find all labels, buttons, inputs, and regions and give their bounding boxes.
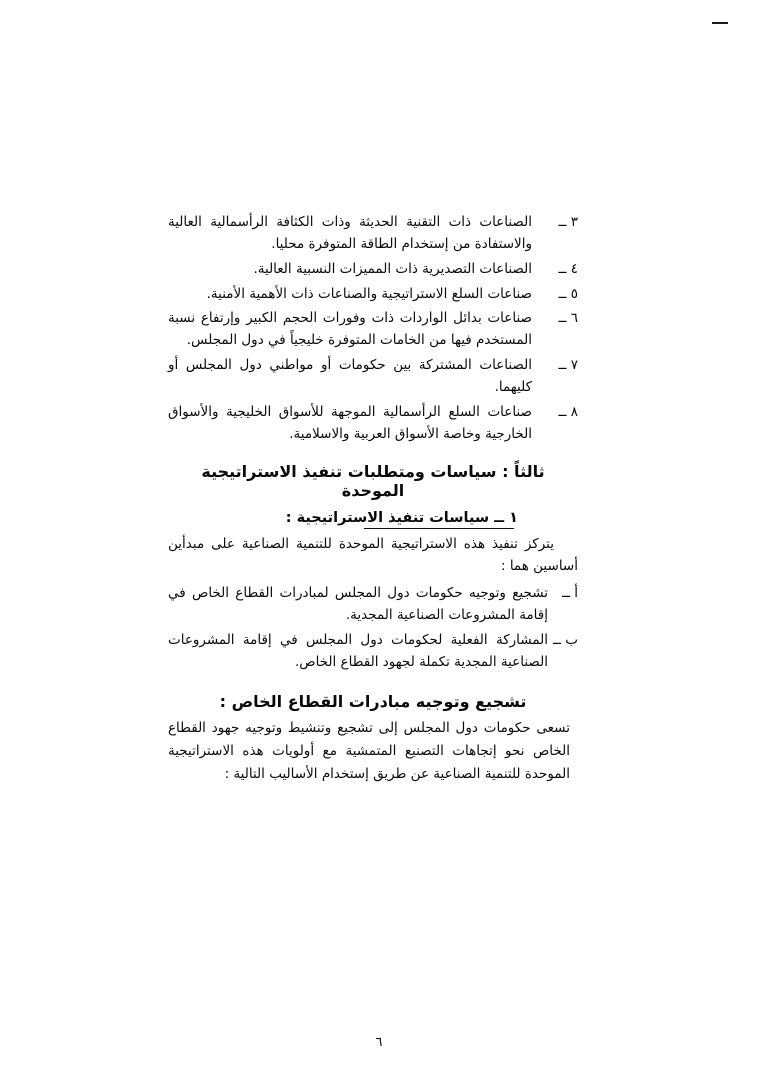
list-item-number: ٤ ــ — [558, 260, 578, 277]
list-item — [168, 212, 578, 256]
list-item — [168, 355, 578, 399]
list-item-letter: ب ــ — [553, 631, 578, 648]
closing-paragraph: تسعى حكومات دول المجلس إلى تشجيع وتنشيط وتوجيه جهود القطاع الخاص نحو إتجاهات التصنيع المتمشية مع أولويات هذه الاستراتيجية الموحدة للتنمية الصناعية عن طريق إستخدام الأساليب التالية : — [168, 719, 570, 782]
list-item-text: الصناعات المشتركة بين حكومات أو مواطني دول المجلس أو كليهما. — [168, 357, 532, 396]
list-item — [168, 308, 578, 352]
list-item — [168, 402, 578, 446]
list-item — [168, 629, 578, 674]
list-item-letter: أ ــ — [562, 584, 578, 601]
list-item — [168, 259, 578, 281]
section-heading-third: ثالثاً : سياسات ومتطلبات تنفيذ الاستراتيجية الموحدة — [201, 461, 545, 500]
page-number: ٦ — [375, 1035, 383, 1050]
corner-dash-icon — [712, 22, 728, 24]
list-item-text: صناعات بدائل الواردات ذات وفورات الحجم الكبير وإرتفاع نسبة المستخدم فيها من الخامات المتوفرة خليجياً في دول المجلس. — [168, 310, 532, 349]
list-item-text: صناعات السلع الرأسمالية الموجهة للأسواق الخليجية والأسواق الخارجية وخاصة الأسواق العربية والاسلامية. — [168, 403, 532, 442]
list-item-number: ٣ ــ — [558, 214, 578, 230]
list-item-text: صناعات السلع الاستراتيجية والصناعات ذات الأهمية الأمنية. — [206, 285, 532, 302]
list-item — [168, 582, 578, 627]
intro-paragraph: يتركز تنفيذ هذه الاستراتيجية الموحدة للتنمية الصناعية على مبدأين أساسين هما : — [168, 535, 578, 575]
heading-underline — [364, 528, 514, 529]
page-content — [168, 212, 578, 786]
list-item-number: ٨ ــ — [558, 403, 578, 420]
section-heading-private-sector: تشجيع وتوجيه مبادرات القطاع الخاص : — [219, 691, 527, 711]
list-item-number: ٧ ــ — [558, 357, 578, 374]
list-item-text: تشجيع وتوجيه حكومات دول المجلس لمبادرات القطاع الخاص في إقامة المشروعات الصناعية المجدية. — [168, 584, 548, 624]
subsection-heading-policies — [168, 510, 518, 529]
subsection-heading-label: ١ ــ سياسات تنفيذ الاستراتيجية : — [285, 509, 518, 526]
list-item-number: ٦ ــ — [558, 310, 578, 327]
list-item-text: المشاركة الفعلية لحكومات دول المجلس في إقامة المشروعات الصناعية المجدية تكملة لجهود القطاع الخاص. — [168, 631, 548, 671]
list-item-text: الصناعات ذات التقنية الحديثة وذات الكثافة الرأسمالية العالية والاستفادة من إستخدام الطاقة المتوفرة محليا. — [168, 214, 532, 252]
list-item — [168, 284, 578, 306]
list-item-number: ٥ ــ — [558, 285, 578, 302]
list-item-text: الصناعات التصديرية ذات المميزات النسبية العالية. — [253, 260, 532, 277]
